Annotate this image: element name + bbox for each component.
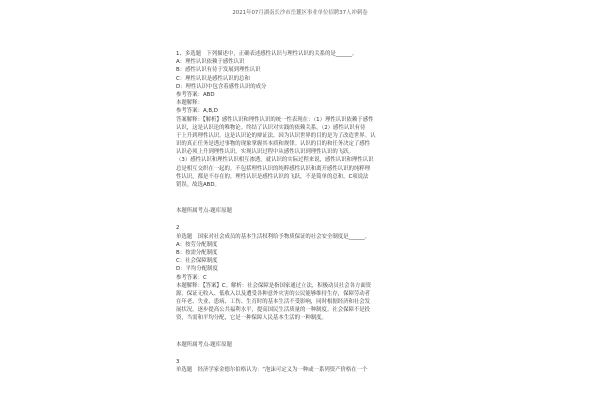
document-content <box>176 50 431 374</box>
option-c: C：社会保障制度 <box>176 258 218 265</box>
option-d: D：平均分配制度 <box>176 266 218 273</box>
option-b: B：按需分配制度 <box>176 249 218 256</box>
explanation-line: 于上升到理性认识。这是认识论的辩证法。因为认识世界的目的是为了改造世界。认 <box>176 132 376 139</box>
question-number: 3 <box>176 358 180 365</box>
explanation-line: 总是相互交织在一起的。不包括理性认识的纯粹感性认识和离开感性认识的纯粹理 <box>176 165 371 172</box>
explanation-heading: 本题解释： <box>176 100 203 107</box>
explanation-line: 展状况，逐步提高公共福利水平，提高国民生活质量的一种制度。社会保障不是投 <box>176 307 371 314</box>
explanation-line: 认识，这是认识论的唯物论。终结了认识对实践的依赖关系。（2）感性认识有待 <box>176 124 366 131</box>
explanation-line: （3）感性认识和理性认识相互渗透。就认识的实际过程来说，感性认识和理性认识 <box>176 157 374 164</box>
explanation-line: 源，保证无收入、低收入以及遭受各种意外灾害的公民能够维持生存，保障劳动者 <box>176 290 371 297</box>
option-c: C：理性认识是感性认识的总和 <box>176 75 250 82</box>
question-stem: 单选题 国家对社会成员的基本生活权利给予物质保证的社会安全制度是______。 <box>176 233 371 240</box>
option-a: A：理性认识依赖于感性认识 <box>176 59 245 66</box>
reference-answer: 参考答案：ABD <box>176 91 215 98</box>
document-title: 2021年07月湖南长沙市岳麓区事业单位招聘37人冲刺卷 <box>232 10 368 16</box>
reference-answer: 参考答案：A,B,D <box>176 108 218 115</box>
source-label: 本题所属考点-题库原题 <box>176 341 232 348</box>
option-a: A：按劳分配制度 <box>176 241 218 248</box>
question-block <box>176 50 431 189</box>
question-number: 2 <box>176 225 180 232</box>
explanation-line: 识的真正任务是透过事物的现象掌握其本质和规律。认识的目的和任务决定了感性 <box>176 141 371 148</box>
option-d: D：理性认识中包含着感性认识的成分 <box>176 83 267 90</box>
explanation-line: 错误。故选ABD。 <box>176 182 220 188</box>
explanation-line: 在年老、失业、患病、工伤、生育时的基本生活不受影响，同时根据经济和社会发 <box>176 299 371 306</box>
question-block <box>176 358 431 374</box>
explanation-line: 资，当需和平均分配，它是一种保障人民基本生活的一种制度。 <box>176 315 327 322</box>
option-b: B：感性认识有待于发展到理性认识 <box>176 67 261 74</box>
question-block <box>176 224 431 322</box>
explanation-line: 本题解释：【答案】C。解析：社会保障是指国家通过立法，积极动员社会各方面资 <box>176 282 372 289</box>
reference-answer: 参考答案：C <box>176 274 207 281</box>
question-stem: 1、多选题 下列描述中，正确表述感性认识与理性认识的关系的是______。 <box>176 51 358 57</box>
explanation-line: 认识必须上升到理性认识。实现认识过程中从感性认识到理性认识的飞跃。 <box>176 149 354 156</box>
explanation-line: 性认识，都是不存在的。理性认识是感性认识的飞跃，不是简单的总和，C项说法 <box>176 173 369 180</box>
explanation-line: 答案解释：【解析】感性认识和理性认识的统一性表现在：（1）理性认识依赖于感性 <box>176 116 374 123</box>
source-label: 本题所属考点-题库原题 <box>176 208 232 215</box>
question-stem: 单选题 经济学家金德尔伯格认为：“泡沫可定义为一种或一系列资产价格在一个 <box>176 367 368 373</box>
